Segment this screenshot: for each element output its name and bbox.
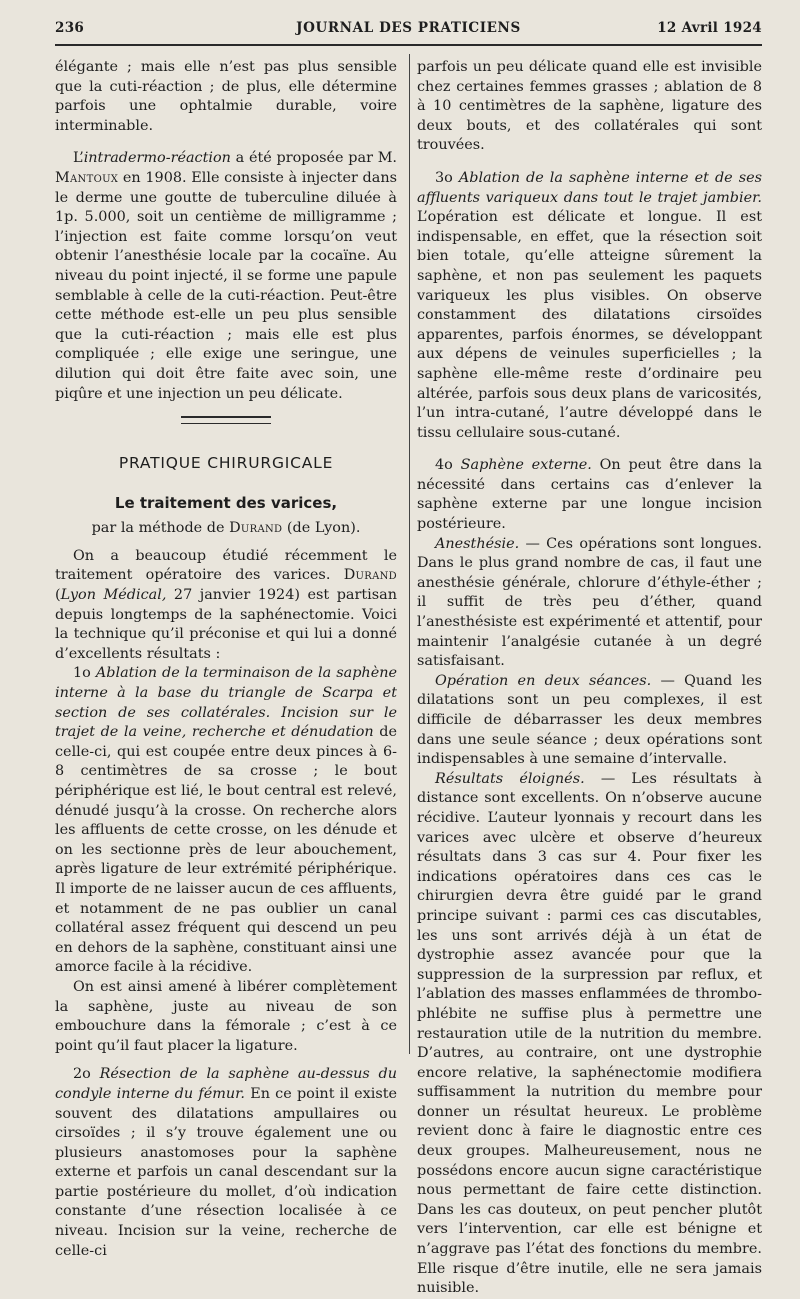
- page-number: 236: [55, 20, 85, 36]
- paragraph: Anesthésie. — Ces opérations sont longues. Dans le plus grand nombre de cas, il faut une anesthésie générale, chlorure d’éthyle-éther ; il suffit de très peu d’éther, quand l’anesthésiste est expérimenté et attentif, pour maintenir l’analgésie cutanée à un degré satisfaisant.: [417, 535, 762, 670]
- paragraph: élégante ; mais elle n’est pas plus sensible que la cuti-réaction ; de plus, elle détermine parfois une ophtalmie durable, voire interminable.: [55, 59, 397, 134]
- issue-date: 12 Avril 1924: [657, 20, 762, 36]
- paragraph: On a beaucoup étudié récemment le traitement opératoire des varices. Durand (Lyon Médical, 27 janvier 1924) est partisan depuis longtemps de la saphénectomie. Voici la technique qu’il préconise et qui lui a donné d’excellents résultats :: [55, 547, 397, 662]
- article-byline: par la méthode de Durand (de Lyon).: [91, 520, 361, 537]
- paragraph: 3o Ablation de la saphène interne et de ses affluents variqueux dans tout le trajet jambier. L’opération est délicate et longue. Il est indispensable, en effet, que la résection soit bien totale, qu’elle atteigne sûrement la saphène, et non pas seulement les paquets variqueux les plus visibles. On observe constamment des dilatations cirsoïdes apparentes, parfois énormes, se développant aux dépens de veinules superficielles ; la saphène elle-même reste d’ordinaire peu altérée, parfois sous deux plans de varicosités, l’un intra-cutané, l’autre développé dans le tissu cellulaire sous-cutané.: [417, 169, 762, 441]
- paragraph: 4o Saphène externe. On peut être dans la nécessité dans certains cas d’enlever la saphène externe par une longue incision postérieure.: [417, 457, 762, 533]
- section-separator: [181, 416, 271, 424]
- paragraph: Résultats éloignés. — Les résultats à distance sont excellents. On n’observe aucune récidive. L’auteur lyonnais y recourt dans les varices avec ulcère et observe d’heureux résultats dans 3 cas sur 4. Pour fixer les indications opératoires dans ces cas le chirurgien devra être guidé par le grand principe suivant : parmi ces cas discutables, les uns sont arrivés déjà à un état de dystrophie assez avancée pour que la suppression de la surpression par reflux, et l’ablation des masses enflammées de thrombo-phlébite ne suffise plus à permettre une restauration utile de la nutrition du membre. D’autres, au contraire, ont une dystrophie encore relative, la saphénectomie modifiera suffisamment la nutrition du membre pour donner un résultat heureux. Le problème revient donc à faire le diagnostic entre ces deux groupes. Malheureusement, nous ne possédons encore aucun signe caractéristique nous permettant de faire cette distinction. Dans les cas douteux, on peut pencher plutôt vers l’intervention, car elle est bénigne et n’aggrave pas l’état des fonctions du membre. Elle risque d’être inutile, elle ne sera jamais nuisible.: [417, 770, 762, 1297]
- paragraph: L’intradermo-réaction a été proposée par M. Mantoux en 1908. Elle consiste à injecter dans le derme une goutte de tuberculine diluée à 1p. 5.000, soit un centième de milligramme ; l’injection est faite comme lorsqu’on veut obtenir l’anesthésie locale par la cocaïne. Au niveau du point injecté, il se forme une papule semblable à celle de la cuti-réaction. Peut-être cette méthode est-elle un peu plus sensible que la cuti-réaction ; mais elle est plus compliquée ; elle exige une seringue, une dilution qui doit être faite avec soin, une piqûre et une injection un peu délicate.: [55, 150, 397, 402]
- journal-title: JOURNAL DES PRATICIENS: [296, 20, 521, 36]
- header-rule: [55, 44, 762, 46]
- paragraph: 1o Ablation de la terminaison de la saphène interne à la base du triangle de Scarpa et section de ses collatérales. Incision sur le trajet de la veine, recherche et dénudation de celle-ci, qui est coupée entre deux pinces à 6-8 centimètres de sa crosse ; le bout périphérique est lié, le bout central est relevé, dénudé jusqu’à la crosse. On recherche alors les affluents de cette crosse, on les dénude et on les sectionne près de leur abouchement, après ligature de leur extrémité périphérique. Il importe de ne laisser aucun de ces affluents, et notamment de ne pas oublier un canal collatéral assez fréquent qui descend un peu en dehors de la saphène, constituant ainsi une amorce facile à la récidive.: [55, 665, 397, 976]
- paragraph: Opération en deux séances. — Quand les dilatations sont un peu complexes, il est difficile de débarrasser les deux membres dans une seule séance ; deux opérations sont indispensables à une semaine d’intervalle.: [417, 672, 762, 768]
- author-name: Mantoux: [55, 169, 119, 186]
- right-column: [417, 58, 762, 1297]
- paragraph: 2o Résection de la saphène au-dessus du condyle interne du fémur. En ce point il existe souvent des dilatations ampullaires ou cirsoïdes ; il s’y trouve également une ou plusieurs anastomoses pour la saphène externe et parfois un canal descendant sur la partie postérieure du mollet, d’où indication constante d’une résection localisée à ce niveau. Incision sur la veine, recherche de celle-ci: [55, 1066, 397, 1259]
- running-header: [55, 20, 762, 42]
- article-title: Le traitement des varices,: [114, 493, 338, 512]
- paragraph: parfois un peu délicate quand elle est invisible chez certaines femmes grasses ; ablation de 8 à 10 centimètres de la saphène, ligature des deux bouts, et des collatérales qui sont trouvées.: [417, 59, 762, 154]
- paragraph: On est ainsi amené à libérer complètement la saphène, juste au niveau de son embouchure dans la fémorale ; c’est à ce point qu’il faut placer la ligature.: [55, 978, 397, 1054]
- left-column: [55, 58, 397, 1259]
- column-divider: [409, 54, 410, 1054]
- section-title: PRATIQUE CHIRURGICALE: [118, 454, 334, 473]
